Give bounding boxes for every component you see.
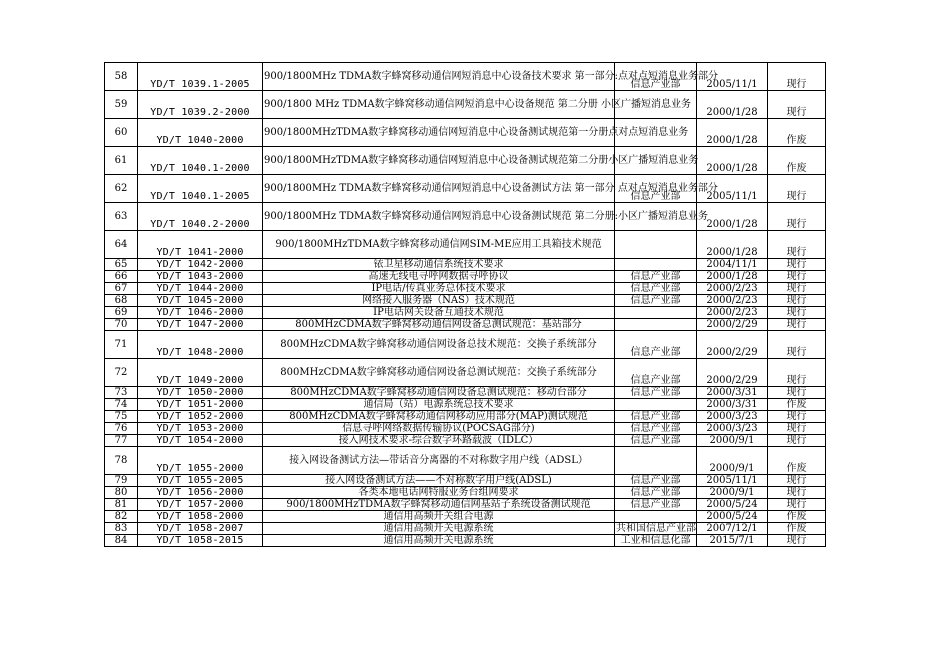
effective-date: 2000/1/28 (697, 271, 768, 283)
status-cell: 现行 (768, 307, 826, 319)
issuing-department: 信息产业部 (615, 359, 697, 387)
table-row (105, 331, 826, 359)
row-number: 75 (105, 411, 138, 423)
status-cell: 现行 (768, 331, 826, 359)
standard-title: 通信用高频开关电源系统 (263, 523, 615, 535)
status-cell: 现行 (768, 295, 826, 307)
issuing-department (615, 307, 697, 319)
issuing-department: 信息产业部 (615, 63, 697, 91)
row-number: 59 (105, 91, 138, 119)
status-cell: 现行 (768, 535, 826, 547)
effective-date: 2000/1/28 (697, 203, 768, 231)
status-cell: 现行 (768, 387, 826, 399)
table-row (105, 319, 826, 331)
table-row (105, 175, 826, 203)
standard-code: YD/T 1046-2000 (138, 307, 263, 319)
table-row (105, 119, 826, 147)
standard-code: YD/T 1041-2000 (138, 231, 263, 259)
row-number: 63 (105, 203, 138, 231)
table-row (105, 499, 826, 511)
effective-date: 2000/5/24 (697, 511, 768, 523)
table-row (105, 147, 826, 175)
effective-date: 2000/5/24 (697, 499, 768, 511)
standard-title: 接入网设备测试方法——不对称数字用户线(ADSL) (263, 475, 615, 487)
effective-date: 2000/2/29 (697, 359, 768, 387)
row-number: 79 (105, 475, 138, 487)
row-number: 73 (105, 387, 138, 399)
table-row (105, 475, 826, 487)
effective-date: 2000/2/23 (697, 307, 768, 319)
standard-code: YD/T 1049-2000 (138, 359, 263, 387)
standard-code: YD/T 1050-2000 (138, 387, 263, 399)
row-number: 64 (105, 231, 138, 259)
standard-title: 高速无线电寻呼网数据寻呼协议 (263, 271, 615, 283)
effective-date: 2000/3/23 (697, 411, 768, 423)
table-row (105, 387, 826, 399)
standard-code: YD/T 1058-2015 (138, 535, 263, 547)
standard-code: YD/T 1053-2000 (138, 423, 263, 435)
effective-date: 2000/3/31 (697, 399, 768, 411)
standard-code: YD/T 1039.2-2000 (138, 91, 263, 119)
row-number: 58 (105, 63, 138, 91)
row-number: 60 (105, 119, 138, 147)
issuing-department: 信息产业部 (615, 295, 697, 307)
status-cell: 现行 (768, 475, 826, 487)
row-number: 68 (105, 295, 138, 307)
standard-title: 接入网设备测试方法—带话音分离器的不对称数字用户线（ADSL） (263, 447, 615, 475)
effective-date: 2005/11/1 (697, 175, 768, 203)
standard-title: 900/1800 MHz TDMA数字蜂窝移动通信网短消息中心设备规范 第二分册 小区广播短消息业务 (263, 91, 615, 119)
standard-title: 通信用高频开关组合电源 (263, 511, 615, 523)
standard-title: IP电话/传真业务总体技术要求 (263, 283, 615, 295)
standards-sheet (104, 62, 826, 547)
status-cell: 作废 (768, 511, 826, 523)
row-number: 61 (105, 147, 138, 175)
standard-code: YD/T 1055-2000 (138, 447, 263, 475)
row-number: 83 (105, 523, 138, 535)
standard-code: YD/T 1048-2000 (138, 331, 263, 359)
effective-date: 2015/7/1 (697, 535, 768, 547)
issuing-department (615, 447, 697, 475)
standard-title: 900/1800MHz TDMA数字蜂窝移动通信网短消息中心设备技术要求 第一部分:点对点短消息业务部分 (263, 63, 615, 91)
standard-code: YD/T 1040.2-2000 (138, 203, 263, 231)
effective-date: 2000/3/31 (697, 387, 768, 399)
issuing-department: 信息产业部 (615, 435, 697, 447)
standards-table (104, 62, 826, 547)
issuing-department: 共和国信息产业部 (616, 523, 696, 534)
row-number: 65 (105, 259, 138, 271)
table-row (105, 359, 826, 387)
issuing-department (615, 259, 697, 271)
effective-date: 2005/11/1 (697, 475, 768, 487)
standard-title: 网络接入服务器（NAS）技术规范 (263, 295, 615, 307)
standard-title: 900/1800MHzTDMA数字蜂窝移动通信网短消息中心设备测试规范第二分册小区广播短消息业务 (263, 147, 615, 175)
status-cell: 现行 (768, 203, 826, 231)
table-row (105, 399, 826, 411)
standard-title: IP电话网关设备互通技术规范 (263, 307, 615, 319)
standard-title: 通信用高频开关电源系统 (263, 535, 615, 547)
effective-date: 2000/2/29 (697, 331, 768, 359)
standard-title: 900/1800MHz TDMA数字蜂窝移动通信网短消息中心设备测试方法 第一部分 点对点短消息业务部分 (263, 175, 615, 203)
table-row (105, 91, 826, 119)
table-row (105, 535, 826, 547)
status-cell: 作废 (768, 399, 826, 411)
status-cell: 现行 (768, 283, 826, 295)
issuing-department: 信息产业部 (615, 411, 697, 423)
standard-title: 各类本地电话网特服业务台组网要求 (263, 487, 615, 499)
table-row (105, 435, 826, 447)
standard-code: YD/T 1055-2005 (138, 475, 263, 487)
effective-date: 2005/11/1 (697, 63, 768, 91)
effective-date: 2000/2/23 (697, 283, 768, 295)
row-number: 70 (105, 319, 138, 331)
issuing-department: 信息产业部 (615, 387, 697, 399)
status-cell: 现行 (768, 259, 826, 271)
table-row (105, 523, 826, 535)
status-cell: 作废 (768, 119, 826, 147)
row-number: 69 (105, 307, 138, 319)
effective-date: 2000/2/23 (697, 295, 768, 307)
standard-code: YD/T 1040-2000 (138, 119, 263, 147)
standard-title: 通信局（站）电源系统总技术要求 (263, 399, 615, 411)
standard-code: YD/T 1039.1-2005 (138, 63, 263, 91)
table-row (105, 295, 826, 307)
issuing-department: 信息产业部 (615, 423, 697, 435)
row-number: 67 (105, 283, 138, 295)
status-cell: 现行 (768, 63, 826, 91)
issuing-department (615, 399, 697, 411)
standard-code: YD/T 1054-2000 (138, 435, 263, 447)
status-cell: 现行 (768, 319, 826, 331)
effective-date: 2000/1/28 (697, 119, 768, 147)
effective-date: 2000/9/1 (697, 487, 768, 499)
effective-date: 2000/2/29 (697, 319, 768, 331)
issuing-department: 工业和信息化部 (615, 535, 697, 547)
standard-title: 800MHzCDMA数字蜂窝移动通信网移动应用部分(MAP)测试规范 (263, 411, 615, 423)
row-number: 80 (105, 487, 138, 499)
standard-code: YD/T 1042-2000 (138, 259, 263, 271)
table-row (105, 259, 826, 271)
standard-title: 900/1800MHzTDMA数字蜂窝移动通信网短消息中心设备测试规范第一分册点对点短消息业务 (263, 119, 615, 147)
table-row (105, 411, 826, 423)
effective-date: 2000/3/23 (697, 423, 768, 435)
issuing-department (615, 231, 697, 259)
status-cell: 作废 (768, 447, 826, 475)
effective-date: 2000/1/28 (697, 231, 768, 259)
issuing-department: 信息产业部 (615, 487, 697, 499)
status-cell: 作废 (768, 147, 826, 175)
standard-code: YD/T 1056-2000 (138, 487, 263, 499)
table-row (105, 447, 826, 475)
effective-date: 2000/9/1 (697, 447, 768, 475)
row-number: 82 (105, 511, 138, 523)
row-number: 66 (105, 271, 138, 283)
issuing-department: 信息产业部 (615, 283, 697, 295)
status-cell: 现行 (768, 91, 826, 119)
row-number: 81 (105, 499, 138, 511)
table-row (105, 283, 826, 295)
status-cell: 现行 (768, 411, 826, 423)
row-number: 77 (105, 435, 138, 447)
issuing-department: 信息产业部 (615, 331, 697, 359)
effective-date: 2000/1/28 (697, 147, 768, 175)
table-row (105, 307, 826, 319)
standard-title: 铱卫星移动通信系统技术要求 (263, 259, 615, 271)
row-number: 72 (105, 359, 138, 387)
issuing-department (615, 511, 697, 523)
row-number: 76 (105, 423, 138, 435)
table-body (105, 63, 826, 547)
standard-title: 900/1800MHzTDMA数字蜂窝移动通信网SIM-ME应用工具箱技术规范 (263, 231, 615, 259)
standard-title: 800MHzCDMA数字蜂窝移动通信网设备总测试规范：交换子系统部分 (263, 359, 615, 387)
standard-title: 800MHzCDMA数字蜂窝移动通信网设备总技术规范：交换子系统部分 (263, 331, 615, 359)
standard-code: YD/T 1047-2000 (138, 319, 263, 331)
row-number: 71 (105, 331, 138, 359)
table-row (105, 63, 826, 91)
issuing-department: 信息产业部 (615, 499, 697, 511)
effective-date: 2000/1/28 (697, 91, 768, 119)
effective-date: 2000/9/1 (697, 435, 768, 447)
status-cell: 现行 (768, 499, 826, 511)
status-cell: 现行 (768, 435, 826, 447)
status-cell: 现行 (768, 359, 826, 387)
row-number: 78 (105, 447, 138, 475)
effective-date: 2004/11/1 (697, 259, 768, 271)
table-row (105, 487, 826, 499)
issuing-department (615, 319, 697, 331)
issuing-department: 信息产业部 (615, 175, 697, 203)
status-cell: 现行 (768, 175, 826, 203)
standard-code: YD/T 1052-2000 (138, 411, 263, 423)
table-row (105, 511, 826, 523)
standard-title: 800MHzCDMA数字蜂窝移动通信网设备总测试规范：基站部分 (263, 319, 615, 331)
status-cell: 现行 (768, 487, 826, 499)
status-cell: 现行 (768, 231, 826, 259)
status-cell: 现行 (768, 271, 826, 283)
standard-title: 接入网技术要求-综合数字环路载波（IDLC） (263, 435, 615, 447)
table-row (105, 231, 826, 259)
standard-title: 900/1800MHz TDMA数字蜂窝移动通信网短消息中心设备测试规范 第二分册:小区广播短消息业务 (263, 203, 615, 231)
standard-code: YD/T 1057-2000 (138, 499, 263, 511)
effective-date: 2007/12/1 (697, 523, 768, 535)
standard-title: 900/1800MHzTDMA数字蜂窝移动通信网基站子系统设备测试规范 (263, 499, 615, 511)
standard-code: YD/T 1051-2000 (138, 399, 263, 411)
table-row (105, 423, 826, 435)
table-row (105, 203, 826, 231)
standard-code: YD/T 1058-2007 (138, 523, 263, 535)
standard-code: YD/T 1040.1-2000 (138, 147, 263, 175)
standard-code: YD/T 1044-2000 (138, 283, 263, 295)
standard-code: YD/T 1058-2000 (138, 511, 263, 523)
standard-code: YD/T 1045-2000 (138, 295, 263, 307)
table-row (105, 271, 826, 283)
issuing-department: 信息产业部 (615, 475, 697, 487)
row-number: 62 (105, 175, 138, 203)
standard-code: YD/T 1043-2000 (138, 271, 263, 283)
row-number: 74 (105, 399, 138, 411)
status-cell: 作废 (768, 523, 826, 535)
standard-title: 信息寻呼网络数据传输协议(POCSAG部分) (263, 423, 615, 435)
issuing-department: 信息产业部 (615, 271, 697, 283)
standard-title: 800MHzCDMA数字蜂窝移动通信网设备总测试规范：移动台部分 (263, 387, 615, 399)
row-number: 84 (105, 535, 138, 547)
status-cell: 现行 (768, 423, 826, 435)
standard-code: YD/T 1040.1-2005 (138, 175, 263, 203)
